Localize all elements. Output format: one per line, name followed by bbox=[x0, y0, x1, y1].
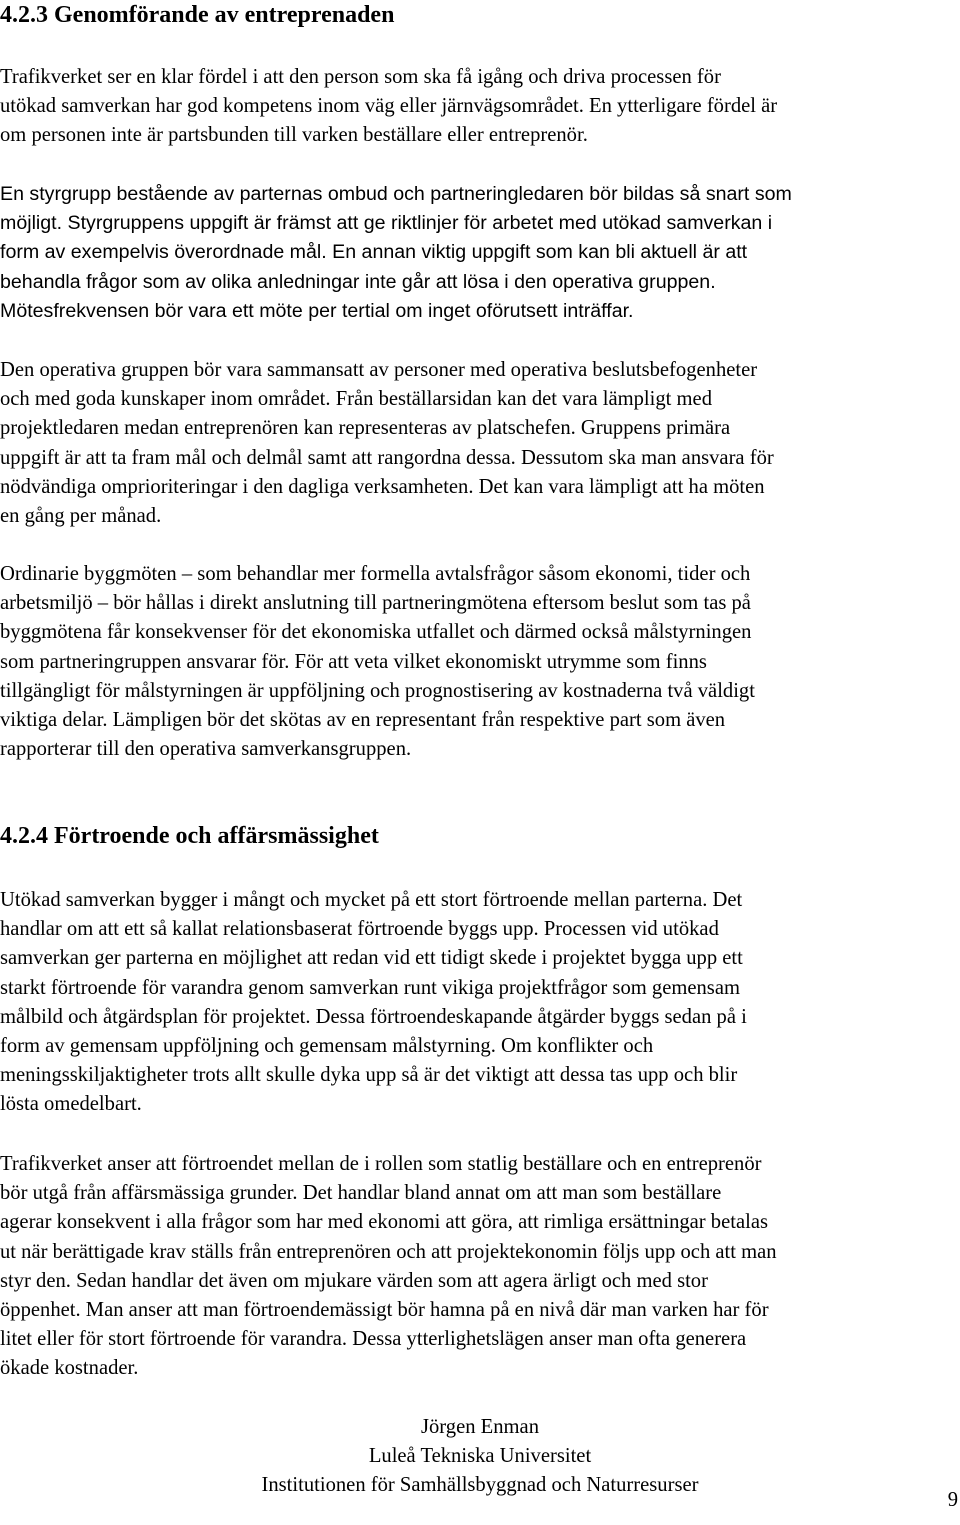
section-heading-4-2-4: 4.2.4 Förtroende och affärsmässighet bbox=[0, 823, 379, 849]
text-line: öppenhet. Man anser att man förtroendemässigt bör hamna på en nivå där man varken har för bbox=[0, 1299, 769, 1322]
text-line: projektledaren medan entreprenören kan representeras av platschefen. Gruppens primära bbox=[0, 417, 731, 440]
text-line: en gång per månad. bbox=[0, 505, 162, 528]
text-line: form av gemensam uppföljning och gemensam målstyrning. Om konflikter och bbox=[0, 1035, 654, 1058]
text-line: lösta omedelbart. bbox=[0, 1093, 142, 1116]
text-line: litet eller för stort förtroende för varandra. Dessa ytterlighetslägen anser man ofta generera bbox=[0, 1328, 747, 1351]
paragraph-4-2-4-1 bbox=[0, 886, 960, 1120]
text-line: bör utgå från affärsmässiga grunder. Det handlar bland annat om att man som beställare bbox=[0, 1182, 722, 1205]
text-line: En styrgrupp bestående av parternas ombud och partneringledaren bör bildas så snart som bbox=[0, 183, 792, 205]
text-line: Den operativa gruppen bör vara sammansatt av personer med operativa beslutsbefogenheter bbox=[0, 359, 758, 381]
footer-author: Jörgen Enman bbox=[420, 1416, 539, 1438]
paragraph-4-2-3-3 bbox=[0, 356, 960, 531]
paragraph-4-2-3-4 bbox=[0, 560, 960, 764]
text-line: byggmötena får konsekvenser för det ekonomiska utfallet och därmed också målstyrningen bbox=[0, 621, 752, 644]
text-line: rapporterar till den operativa samverkansgruppen. bbox=[0, 738, 412, 761]
text-line: arbetsmiljö – bör hållas i direkt anslutning till partneringmötena eftersom beslut som tas på bbox=[0, 592, 751, 615]
text-line: Ordinarie byggmöten – som behandlar mer formella avtalsfrågor såsom ekonomi, tider och bbox=[0, 563, 751, 585]
text-line: samverkan ger parterna en möjlighet att redan vid ett tidigt skede i projektet bygga upp ett bbox=[0, 947, 743, 970]
text-line: agerar konsekvent i alla frågor som har med ekonomi att göra, att rimliga ersättningar betalas bbox=[0, 1211, 768, 1234]
text-line: uppgift är att ta fram mål och delmål samt att rangordna dessa. Dessutom ska man ansvara för bbox=[0, 446, 774, 469]
text-line: starkt förtroende för varandra genom samverkan runt vikiga projektfrågor som gemensam bbox=[0, 976, 740, 999]
text-line: Utökad samverkan bygger i mångt och mycket på ett stort förtroende mellan parterna. Det bbox=[0, 889, 743, 911]
text-line: möjligt. Styrgruppens uppgift är främst att ge riktlinjer för arbetet med utökad samverkan i bbox=[0, 212, 773, 235]
paragraph-4-2-3-2 bbox=[0, 180, 960, 326]
paragraph-4-2-3-1 bbox=[0, 63, 960, 151]
footer-university: Luleå Tekniska Universitet bbox=[368, 1445, 592, 1467]
text-line: behandla frågor som av olika anledningar inte går att lösa i den operativa gruppen. bbox=[0, 270, 716, 293]
text-line: utökad samverkan har god kompetens inom väg eller järnvägsområdet. En ytterligare fördel är bbox=[0, 95, 778, 118]
page-number: 9 bbox=[947, 1489, 958, 1511]
text-line: ut när berättigade krav ställs från entreprenören och att projektekonomin följs upp och att man bbox=[0, 1240, 777, 1263]
paragraph-4-2-4-2 bbox=[0, 1150, 960, 1384]
text-line: ökade kostnader. bbox=[0, 1357, 139, 1380]
text-line: nödvändiga omprioriteringar i den dagliga verksamheten. Det kan vara lämpligt att ha möten bbox=[0, 475, 765, 498]
text-line: Trafikverket ser en klar fördel i att den person som ska få igång och driva processen för bbox=[0, 66, 721, 88]
text-line: meningsskiljaktigheter trots allt skulle dyka upp så är det viktigt att dessa tas upp och blir bbox=[0, 1064, 738, 1087]
text-line: och med goda kunskaper inom området. Från beställarsidan kan det vara lämpligt med bbox=[0, 388, 712, 411]
text-line: form av exempelvis överordnade mål. En annan viktig uppgift som kan bli aktuell är att bbox=[0, 241, 748, 264]
text-line: Mötesfrekvensen bör vara ett möte per tertial om inget oförutsett inträffar. bbox=[0, 299, 634, 322]
text-line: tillgängligt för målstyrningen är uppföljning och prognostisering av kostnaderna två väldigt bbox=[0, 679, 755, 702]
text-line: som partneringruppen ansvarar för. För att veta vilket ekonomiskt utrymme som finns bbox=[0, 650, 707, 673]
page-footer bbox=[0, 1413, 960, 1500]
text-line: om personen inte är partsbunden till varken beställare eller entreprenör. bbox=[0, 124, 588, 147]
section-heading-4-2-3: 4.2.3 Genomförande av entreprenaden bbox=[0, 2, 395, 28]
text-line: viktiga delar. Lämpligen bör det skötas av en representant från respektive part som även bbox=[0, 709, 726, 732]
text-line: Trafikverket anser att förtroendet mellan de i rollen som statlig beställare och en entreprenör bbox=[0, 1153, 762, 1175]
text-line: handlar om att ett så kallat relationsbaserat förtroende byggs upp. Processen vid utökad bbox=[0, 918, 719, 941]
text-line: målbild och åtgärdsplan för projektet. Dessa förtroendeskapande åtgärder byggs sedan på i bbox=[0, 1005, 747, 1028]
footer-department: Institutionen för Samhällsbyggnad och Naturresurser bbox=[261, 1474, 699, 1496]
text-line: styr den. Sedan handlar det även om mjukare värden som att agera ärligt och med stor bbox=[0, 1269, 708, 1292]
